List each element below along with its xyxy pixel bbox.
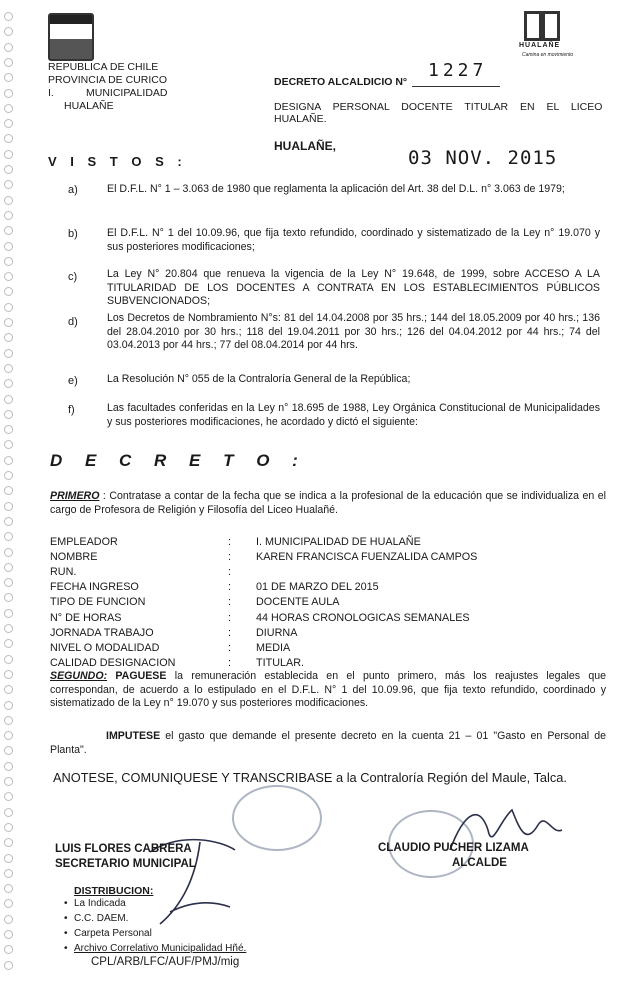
field-label: NOMBRE	[50, 551, 98, 564]
binder-hole	[4, 364, 13, 373]
header-province: PROVINCIA DE CURICO	[48, 74, 168, 86]
imputese-paragraph	[50, 730, 606, 757]
binder-hole	[4, 899, 13, 908]
binder-hole	[4, 226, 13, 235]
vistos-item-e: La Resolución N° 055 de la Contraloría General de la República;	[107, 373, 411, 385]
field-colon: :	[228, 611, 231, 624]
field-colon: :	[228, 656, 231, 669]
field-label: NIVEL O MODALIDAD	[50, 641, 160, 654]
binder-hole	[4, 746, 13, 755]
distribution-bullet: •	[64, 928, 68, 939]
binder-hole	[4, 486, 13, 495]
distribution-item: C.C. DAEM.	[74, 913, 129, 924]
binder-hole	[4, 701, 13, 710]
binder-hole	[4, 685, 13, 694]
binder-hole	[4, 410, 13, 419]
binder-hole	[4, 716, 13, 725]
field-value: DOCENTE AULA	[256, 596, 340, 609]
primero-text: : Contratase a contar de la fecha que se indica a la profesional de la educación que se individualiza en el cargo de Profesora de Religión y Filosofía del Liceo Hualañé.	[50, 490, 606, 516]
segundo-label: SEGUNDO:	[50, 670, 108, 682]
vistos-item-d: Los Decretos de Nombramiento N°s: 81 del 14.04.2008 por 35 hrs.; 144 del 18.05.2009 por 40 hrs.; 136 del 28.04.2010 por 30 hrs.; 118 del 19.04.2011 por 30 hrs.; 126 del 04.04.2012 por 44 hrs.; 74 del 03.04.2013 por 44 hrs.; 77 del 08.04.2014 por 44 hrs.	[107, 312, 600, 352]
binder-hole	[4, 854, 13, 863]
binder-hole	[4, 838, 13, 847]
binder-hole	[4, 655, 13, 664]
vistos-letter-d: d)	[68, 316, 78, 328]
binder-hole	[4, 104, 13, 113]
field-label: EMPLEADOR	[50, 536, 118, 548]
binder-hole	[4, 808, 13, 817]
header-muni: MUNICIPALIDAD	[86, 87, 168, 99]
distribution-title: DISTRIBUCION:	[74, 885, 154, 897]
mayor-title: ALCALDE	[452, 857, 507, 869]
binder-hole	[4, 456, 13, 465]
vistos-letter-e: e)	[68, 375, 78, 387]
secretary-signature	[140, 812, 250, 932]
binder-hole	[4, 731, 13, 740]
binder-hole	[4, 930, 13, 939]
field-value: KAREN FRANCISCA FUENZALIDA CAMPOS	[256, 551, 478, 564]
segundo-paragraph	[50, 670, 606, 711]
binder-hole	[4, 563, 13, 572]
binder-hole	[4, 471, 13, 480]
imputese-bold: IMPUTESE	[106, 730, 161, 742]
binder-hole	[4, 670, 13, 679]
decree-number-stamp: 1227	[428, 60, 488, 81]
binder-hole	[4, 318, 13, 327]
binder-hole	[4, 945, 13, 954]
binder-hole	[4, 73, 13, 82]
field-value: MEDIA	[256, 641, 291, 654]
binder-hole	[4, 609, 13, 618]
segundo-text: la remuneración establecida en el punto primero, más los reajustes legales que correspondan, de acuerdo a lo estipulado en el D.F.L. N° 1 del 10.09.96, que fija texto refundido, coordinado y sistematizado de la Ley n° 19.070 y sus posteriores modificaciones.	[50, 670, 606, 710]
binder-hole	[4, 915, 13, 924]
field-value: DIURNA	[256, 626, 298, 639]
distribution-item: Archivo Correlativo Municipalidad Hñé.	[74, 943, 247, 954]
distribution-item: La Indicada	[74, 898, 126, 909]
binder-hole	[4, 578, 13, 587]
binder-hole	[4, 762, 13, 771]
binder-hole	[4, 639, 13, 648]
binder-hole	[4, 532, 13, 541]
vistos-letter-f: f)	[68, 404, 75, 416]
binder-hole	[4, 395, 13, 404]
primero-paragraph	[50, 490, 606, 517]
field-colon: :	[228, 536, 231, 548]
field-colon: :	[228, 566, 231, 579]
field-value: 01 DE MARZO DEL 2015	[256, 581, 379, 594]
binder-hole	[4, 961, 13, 970]
binder-holes	[0, 0, 16, 981]
decree-label: DECRETO ALCALDICIO N°	[274, 76, 408, 88]
binder-hole	[4, 777, 13, 786]
binder-hole	[4, 58, 13, 67]
field-label: FECHA INGRESO	[50, 581, 139, 594]
logo-subtitle: Camina en movimiento	[522, 52, 574, 58]
logo-text: HUALAÑE	[519, 42, 561, 49]
binder-hole	[4, 517, 13, 526]
vistos-title: V I S T O S :	[48, 154, 187, 169]
chile-crest-icon	[48, 13, 94, 61]
binder-hole	[4, 425, 13, 434]
field-colon: :	[228, 551, 231, 564]
decree-subject: DESIGNA PERSONAL DOCENTE TITULAR EN EL LICEO	[274, 101, 603, 113]
binder-hole	[4, 303, 13, 312]
binder-hole	[4, 89, 13, 98]
binder-hole	[4, 624, 13, 633]
distribution-item: Carpeta Personal	[74, 928, 152, 939]
distribution-bullet: •	[64, 943, 68, 954]
binder-hole	[4, 196, 13, 205]
binder-hole	[4, 180, 13, 189]
binder-hole	[4, 287, 13, 296]
field-colon: :	[228, 641, 231, 654]
binder-hole	[4, 257, 13, 266]
field-colon: :	[228, 626, 231, 639]
decree-subject-line2: HUALAÑE.	[274, 113, 327, 125]
field-label: CALIDAD DESIGNACION	[50, 656, 176, 669]
binder-hole	[4, 119, 13, 128]
distribution-initials: CPL/ARB/LFC/AUF/PMJ/mig	[91, 956, 240, 968]
binder-hole	[4, 440, 13, 449]
binder-hole	[4, 823, 13, 832]
binder-hole	[4, 165, 13, 174]
binder-hole	[4, 593, 13, 602]
binder-hole	[4, 333, 13, 342]
binder-hole	[4, 349, 13, 358]
field-value: I. MUNICIPALIDAD DE HUALAÑE	[256, 536, 421, 548]
vistos-item-b: El D.F.L. N° 1 del 10.09.96, que fija texto refundido, coordinado y sistematizado de la Ley n° 19.070 y sus posteriores modificaciones;	[107, 227, 600, 253]
header-commune: HUALAÑE	[64, 100, 114, 112]
segundo-bold: PAGUESE	[107, 670, 167, 682]
binder-hole	[4, 27, 13, 36]
decree-number-line	[412, 86, 500, 87]
field-colon: :	[228, 581, 231, 594]
hualane-logo-icon	[524, 11, 560, 41]
binder-hole	[4, 43, 13, 52]
binder-hole	[4, 792, 13, 801]
header-country: REPUBLICA DE CHILE	[48, 61, 159, 73]
vistos-letter-a: a)	[68, 184, 78, 196]
distribution-bullet: •	[64, 913, 68, 924]
primero-label: PRIMERO	[50, 490, 100, 502]
binder-hole	[4, 134, 13, 143]
decree-place: HUALAÑE,	[274, 139, 336, 153]
imputese-text: el gasto que demande el presente decreto en la cuenta 21 – 01 "Gasto en Personal de Planta".	[50, 730, 606, 756]
field-label: N° DE HORAS	[50, 611, 122, 624]
closing-line: ANOTESE, COMUNIQUESE Y TRANSCRIBASE a la Contraloría Región del Maule, Talca.	[53, 770, 567, 785]
binder-hole	[4, 211, 13, 220]
binder-hole	[4, 884, 13, 893]
vistos-letter-b: b)	[68, 228, 78, 240]
vistos-item-a: El D.F.L. N° 1 – 3.063 de 1980 que reglamenta la aplicación del Art. 38 del D.L. n° 3.063 de 1979;	[107, 183, 565, 195]
field-value: 44 HORAS CRONOLOGICAS SEMANALES	[256, 611, 470, 624]
binder-hole	[4, 548, 13, 557]
vistos-letter-c: c)	[68, 271, 78, 283]
field-label: JORNADA TRABAJO	[50, 626, 154, 639]
secretary-title: SECRETARIO MUNICIPAL	[55, 858, 196, 870]
binder-hole	[4, 379, 13, 388]
secretary-name: LUIS FLORES CABRERA	[55, 843, 192, 855]
binder-hole	[4, 272, 13, 281]
binder-hole	[4, 502, 13, 511]
binder-hole	[4, 150, 13, 159]
mayor-name: CLAUDIO PUCHER LIZAMA	[378, 842, 529, 854]
header-muni-prefix: I.	[48, 87, 54, 99]
binder-hole	[4, 869, 13, 878]
binder-hole	[4, 242, 13, 251]
field-colon: :	[228, 596, 231, 609]
decreto-title: D E C R E T O :	[50, 451, 307, 470]
vistos-item-c: La Ley N° 20.804 que renueva la vigencia de la Ley N° 19.648, de 1999, sobre ACCESO A LA TITULARIDAD DE LOS DOCENTES A CONTRATA EN LOS ESTABLECIMIENTOS PÚBLICOS SUBVENCIONADOS;	[107, 268, 600, 308]
field-label: TIPO DE FUNCION	[50, 596, 146, 609]
distribution-bullet: •	[64, 898, 68, 909]
date-stamp: 03 NOV. 2015	[408, 147, 558, 169]
field-label: RUN.	[50, 566, 77, 579]
vistos-item-f: Las facultades conferidas en la Ley n° 18.695 de 1988, Ley Orgánica Constitucional de Municipalidades y sus posteriores modificaciones, he acordado y dictó el siguiente:	[107, 402, 600, 428]
field-value: TITULAR.	[256, 656, 304, 669]
binder-hole	[4, 12, 13, 21]
